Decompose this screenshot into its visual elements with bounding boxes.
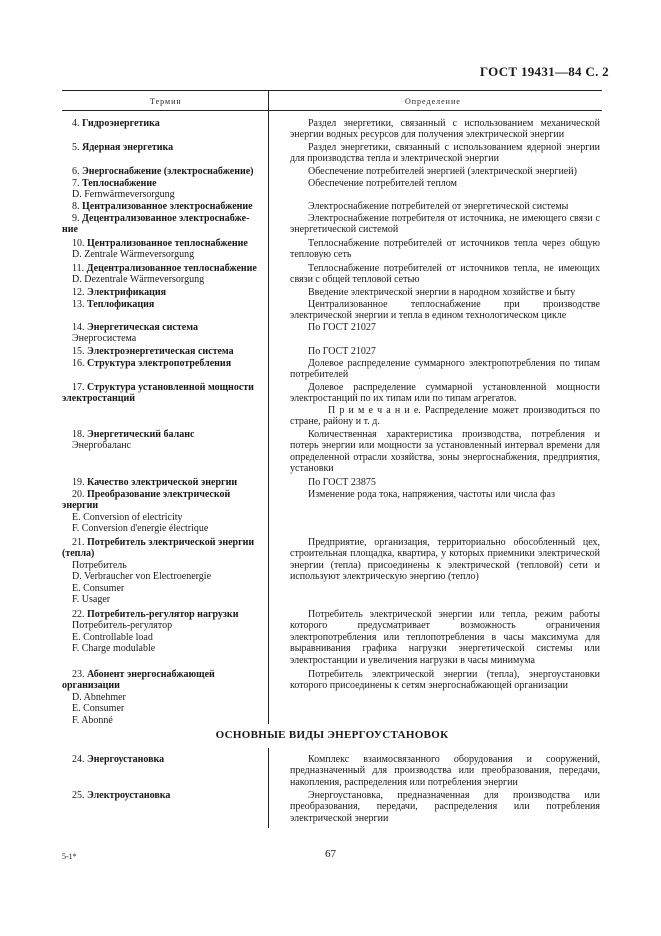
term-cell: [62, 263, 264, 286]
term-synonym: D. Dezentrale Wärmeversorgung: [72, 274, 205, 286]
definition-cell: [290, 287, 600, 298]
term-synonym: D. Verbraucher von Electroenergie: [72, 571, 212, 583]
term-cell: [62, 201, 264, 212]
term-name: Абонент энергоснабжающей организации: [62, 669, 215, 692]
term-number: 17.: [72, 382, 87, 393]
term-name: Потребитель-регулятор нагрузки: [87, 609, 239, 620]
term-number: 8.: [72, 201, 82, 212]
term-synonym: E. Controllable load: [72, 631, 153, 643]
definition-text: Обеспечение потребителей теплом: [308, 178, 457, 189]
term-cell: [62, 382, 264, 405]
definition-text: Долевое распределение суммарного электропотребления по типам потребителей: [290, 358, 600, 381]
definition-cell: [290, 609, 600, 666]
page-number: 67: [325, 848, 336, 860]
term-name: Потребитель электрической энергии (тепла): [62, 537, 255, 560]
definition-cell: [290, 790, 600, 824]
term-number: 7.: [72, 178, 82, 189]
definition-text: Количественная характеристика производства, потребления и потерь энергии или мощности за установленный интервал времени для определенной отрасли хозяйства, зоны энергоснабжения, предприятия, установки: [290, 429, 600, 475]
term-name: Теплоснабжение: [82, 178, 157, 189]
term-number: 5.: [72, 142, 82, 153]
term-synonym: E. Consumer: [72, 703, 125, 715]
term-synonym: F. Charge modulable: [72, 643, 156, 655]
term-name: Централизованное теплоснабжение: [87, 238, 248, 249]
term-cell: [62, 429, 264, 452]
definition-text: Раздел энергетики, связанный с использованием ядерной энергии для производства тепла и электрической энергии: [290, 142, 600, 165]
term-number: 24.: [72, 754, 87, 765]
definition-cell: [290, 201, 600, 212]
term-name: Преобразование электрической энергии: [62, 489, 231, 512]
definition-text: Теплоснабжение потребителей от источников тепла, не имеющих связи с общей тепловой сетью: [290, 263, 600, 286]
definition-text: Изменение рода тока, напряжения, частоты или числа фаз: [308, 489, 555, 500]
term-synonym: Потребитель-регулятор: [72, 620, 173, 632]
term-name: Качество электрической энергии: [87, 477, 238, 488]
definition-cell: [290, 118, 600, 141]
definition-text: Раздел энергетики, связанный с использованием механической энергии водных ресурсов для получения электрической энергии: [290, 118, 600, 141]
term-number: 23.: [72, 669, 87, 680]
definition-cell: [290, 166, 600, 177]
footer-code: 5-1*: [62, 852, 77, 861]
definition-cell: [290, 238, 600, 261]
term-synonym: E. Consumer: [72, 582, 125, 594]
table-header-rule: [62, 110, 602, 111]
term-name: Электроустановка: [87, 790, 171, 801]
term-name: Структура установленной мощности электростанций: [62, 382, 254, 405]
term-number: 10.: [72, 238, 87, 249]
term-name: Электрификация: [87, 287, 167, 298]
term-name: Ядерная энергетика: [82, 142, 174, 153]
table-top-rule: [62, 90, 602, 91]
term-number: 12.: [72, 287, 87, 298]
definition-cell: [290, 213, 600, 236]
term-cell: [62, 754, 264, 765]
section-title: ОСНОВНЫЕ ВИДЫ ЭНЕРГОУСТАНОВОК: [215, 729, 449, 741]
definition-text: Потребитель электрической энергии (тепла), энергоустановки которого присоединены к сетям энергоснабжающей организации: [290, 669, 600, 692]
definition-text: Централизованное теплоснабжение при производстве электрической энергии и тепла в едином технологическом цикле: [290, 299, 600, 322]
term-number: 4.: [72, 118, 82, 129]
term-number: 9.: [72, 213, 82, 224]
column-divider: [268, 90, 269, 724]
term-number: 6.: [72, 166, 82, 177]
term-synonym: D. Fernwärmeversorgung: [72, 189, 175, 201]
term-name: Централизованное электроснабжение: [82, 201, 253, 212]
term-cell: [62, 238, 264, 261]
definition-cell: [290, 669, 600, 692]
term-number: 20.: [72, 489, 87, 500]
definition-text: Комплекс взаимосвязанного оборудования и сооружений, предназначенный для производства или преобразования, передачи, накопления, распределения или потребления энергии: [290, 754, 600, 788]
definition-text: По ГОСТ 23875: [308, 477, 376, 488]
term-synonym: D. Abnehmer: [72, 691, 126, 703]
definition-text: Введение электрической энергии в народном хозяйстве и быту: [308, 287, 576, 298]
definition-note: П р и м е ч а н и е. Распределение может производиться по стране, району и т. д.: [290, 404, 600, 428]
definition-text: По ГОСТ 21027: [308, 322, 376, 333]
term-name: Энергоустановка: [87, 754, 165, 765]
term-synonym: Энергобаланс: [72, 440, 132, 452]
term-synonym: Энергосистема: [72, 333, 137, 345]
header-term: Термин: [150, 97, 182, 106]
definition-text: Теплоснабжение потребителей от источников тепла через общую тепловую сеть: [290, 238, 600, 261]
term-name: Электроэнергетическая система: [87, 346, 234, 357]
term-synonym: F. Abonné: [72, 714, 113, 726]
term-cell: [62, 609, 264, 655]
definition-cell: [290, 537, 600, 583]
definition-text: Обеспечение потребителей энергией (электрической энергией): [308, 166, 577, 177]
definition-text: По ГОСТ 21027: [308, 346, 376, 357]
term-cell: [62, 358, 264, 369]
definition-text: Долевое распределение суммарной установленной мощности электростанций по их типам или по типам агрегатов.: [290, 382, 600, 405]
definition-cell: [290, 358, 600, 381]
term-name: Энергоснабжение (электроснабжение): [82, 166, 254, 177]
definition-cell: [290, 142, 600, 165]
term-number: 11.: [72, 263, 87, 274]
term-number: 25.: [72, 790, 87, 801]
term-synonym: Потребитель: [72, 559, 127, 571]
definition-cell: [290, 299, 600, 322]
definition-cell: [290, 382, 600, 428]
term-cell: [62, 477, 264, 488]
term-name: Децентрализованное электроснабже-ние: [62, 213, 250, 236]
term-number: 21.: [72, 537, 87, 548]
term-cell: [62, 142, 264, 153]
definition-cell: [290, 489, 600, 500]
term-name: Теплофикация: [87, 299, 155, 310]
definition-cell: [290, 178, 600, 189]
term-name: Энергетическая система: [87, 322, 198, 333]
definition-text: Потребитель электрической энергии или тепла, режим работы которого предусматривает возможность ограничения электропотребления или теплопотребления в часы максимума для выравнивания графика нагрузки энергетической системы или электростанции и увеличения нагрузки в часы минимума: [290, 609, 600, 666]
term-cell: [62, 489, 264, 535]
term-synonym: F. Conversion d'energie électrique: [72, 523, 209, 535]
term-cell: [62, 669, 264, 726]
term-cell: [62, 287, 264, 298]
term-synonym: E. Conversion of electricity: [72, 511, 183, 523]
definition-cell: [290, 263, 600, 286]
term-number: 19.: [72, 477, 87, 488]
term-cell: [62, 213, 264, 236]
term-name: Структура электропотребления: [87, 358, 232, 369]
term-synonym: D. Zentrale Wärmeversorgung: [72, 249, 195, 261]
header-definition: Определение: [405, 97, 461, 106]
definition-text: Электроснабжение потребителей от энергетической системы: [308, 201, 569, 212]
term-name: Гидроэнергетика: [82, 118, 160, 129]
definition-cell: [290, 429, 600, 475]
term-cell: [62, 346, 264, 357]
term-cell: [62, 166, 264, 177]
term-synonym: F. Usager: [72, 594, 111, 606]
page-header: ГОСТ 19431—84 С. 2: [479, 64, 609, 79]
term-cell: [62, 537, 264, 605]
definition-text: Энергоустановка, предназначенная для производства или преобразования, передачи, распределения или потребления электрической энергии: [290, 790, 600, 824]
term-cell: [62, 178, 264, 201]
term-number: 16.: [72, 358, 87, 369]
term-number: 18.: [72, 429, 87, 440]
term-number: 22.: [72, 609, 87, 620]
term-cell: [62, 322, 264, 345]
term-name: Энергетический баланс: [87, 429, 195, 440]
term-number: 14.: [72, 322, 87, 333]
definition-cell: [290, 477, 600, 488]
term-cell: [62, 118, 264, 129]
column-divider-2: [268, 748, 269, 828]
definition-cell: [290, 346, 600, 357]
term-cell: [62, 299, 264, 310]
term-number: 15.: [72, 346, 87, 357]
term-cell: [62, 790, 264, 801]
definition-cell: [290, 322, 600, 333]
term-number: 13.: [72, 299, 87, 310]
term-name: Децентрализованное теплоснабжение: [86, 263, 257, 274]
definition-cell: [290, 754, 600, 788]
definition-text: Предприятие, организация, территориально обособленный цех, строительная площадка, квартира, у которых приемники электрической энергии (тепла) присоединены к электрической (тепловой) сети и используют электрическую энергию (тепло): [290, 537, 600, 583]
definition-text: Электроснабжение потребителя от источника, не имеющего связи с энергетической системой: [290, 213, 600, 236]
